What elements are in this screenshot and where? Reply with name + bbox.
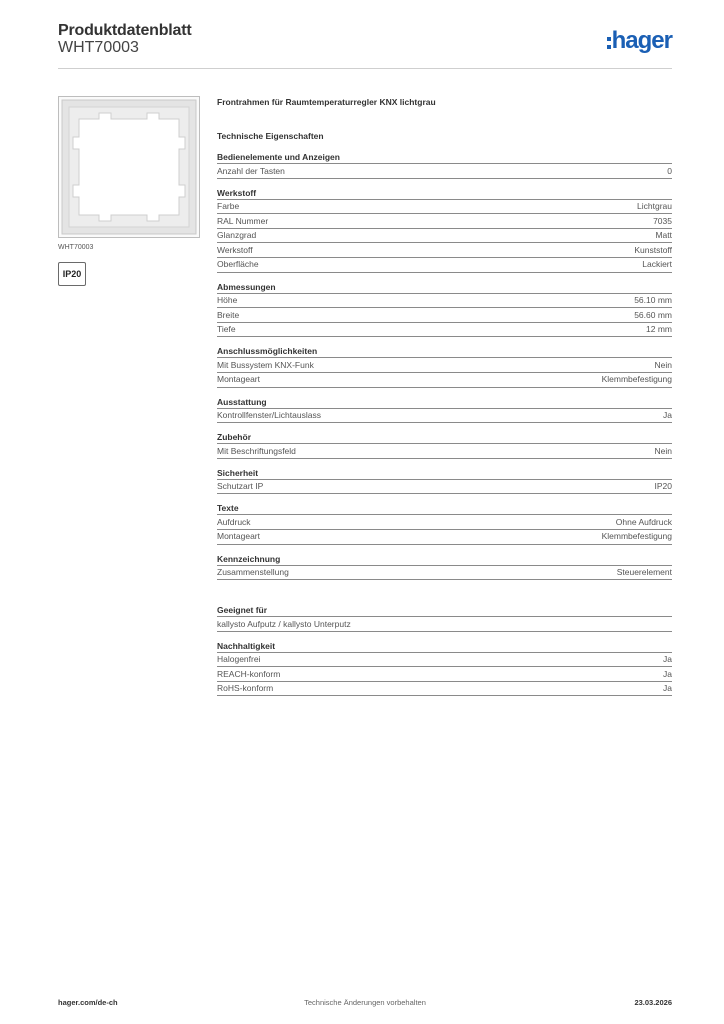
footer-date: 23.03.2026 xyxy=(634,998,672,1007)
section-title: Bedienelemente und Anzeigen xyxy=(217,152,340,162)
spec-value: 7035 xyxy=(653,215,672,226)
section-title: Geeignet für xyxy=(217,605,268,616)
spec-value: Kunststoff xyxy=(634,244,672,255)
product-image xyxy=(58,96,200,238)
spec-value: Ja xyxy=(663,410,672,421)
spec-label: Glanzgrad xyxy=(217,230,257,241)
spec-row xyxy=(217,666,672,681)
spec-row xyxy=(217,616,672,632)
section-title: Werkstoff xyxy=(217,187,257,198)
spec-value: Nein xyxy=(654,445,672,456)
spec-row xyxy=(217,213,672,228)
spec-value: 12 mm xyxy=(646,324,672,335)
spec-value: 56.60 mm xyxy=(634,309,672,320)
spec-rows xyxy=(217,616,672,632)
spec-rows xyxy=(217,199,672,273)
section-title: Kennzeichnung xyxy=(217,553,281,564)
spec-row xyxy=(217,163,672,179)
ip-rating-badge: IP20 xyxy=(58,262,86,286)
image-caption: WHT70003 xyxy=(58,244,94,251)
spec-row xyxy=(217,681,672,697)
spec-rows xyxy=(217,408,672,424)
property-sections xyxy=(217,151,672,696)
spec-label: Montageart xyxy=(217,374,260,385)
spec-label: Mit Bussystem KNX-Funk xyxy=(217,359,314,370)
spec-label: Schutzart IP xyxy=(217,481,264,492)
spec-rows xyxy=(217,163,672,179)
spec-section xyxy=(217,345,672,387)
section-title: Sicherheit xyxy=(217,467,259,478)
spec-section xyxy=(217,604,672,632)
spec-section xyxy=(217,467,672,495)
spec-label: Oberfläche xyxy=(217,259,259,270)
product-name: Frontrahmen für Raumtemperaturregler KNX lichtgrau xyxy=(217,97,436,107)
spec-section xyxy=(217,281,672,338)
product-details xyxy=(217,95,672,696)
spec-rows xyxy=(217,443,672,459)
spec-label: REACH-konform xyxy=(217,668,281,679)
spec-rows xyxy=(217,357,672,387)
spec-label: Zusammenstellung xyxy=(217,567,289,577)
spec-label: Aufdruck xyxy=(217,516,251,527)
spec-row xyxy=(217,479,672,495)
spec-row xyxy=(217,443,672,459)
spec-label: Anzahl der Tasten xyxy=(217,165,285,176)
spec-row xyxy=(217,322,672,338)
footer-website: hager.com/de-ch xyxy=(58,998,118,1007)
spec-row xyxy=(217,408,672,424)
spec-row xyxy=(217,565,672,581)
spec-section xyxy=(217,431,672,459)
spec-value: Ja xyxy=(663,683,672,694)
spec-row xyxy=(217,307,672,322)
spec-row xyxy=(217,652,672,667)
spec-section xyxy=(217,187,672,273)
spec-label: Mit Beschriftungsfeld xyxy=(217,445,296,456)
spec-row xyxy=(217,199,672,214)
spec-value: Matt xyxy=(655,230,672,241)
spec-label: kallysto Aufputz / kallysto Unterputz xyxy=(217,618,351,629)
logo-dots-icon xyxy=(607,37,611,49)
spec-label: Farbe xyxy=(217,201,240,212)
spec-value: Klemmbefestigung xyxy=(601,531,672,542)
spec-row xyxy=(217,529,672,545)
spec-value: Lackiert xyxy=(642,259,672,270)
footer-notice: Technische Änderungen vorbehalten xyxy=(304,998,426,1007)
spec-row xyxy=(217,514,672,529)
spec-value: 0 xyxy=(667,165,672,176)
spec-rows xyxy=(217,293,672,338)
section-title: Nachhaltigkeit xyxy=(217,640,276,651)
spec-rows xyxy=(217,479,672,495)
section-title: Texte xyxy=(217,503,239,514)
spec-value: Lichtgrau xyxy=(637,201,672,212)
spec-label: Tiefe xyxy=(217,324,236,335)
spec-rows xyxy=(217,652,672,697)
spec-section xyxy=(217,151,672,179)
spec-value: Ja xyxy=(663,668,672,679)
page-header xyxy=(58,22,672,69)
spec-value: Klemmbefestigung xyxy=(601,374,672,385)
spec-section xyxy=(217,640,672,697)
spec-section xyxy=(217,396,672,424)
spec-row xyxy=(217,242,672,257)
document-title: Produktdatenblatt xyxy=(58,22,192,39)
spec-label: Montageart xyxy=(217,531,260,542)
product-code: WHT70003 xyxy=(58,39,139,56)
section-title: Zubehör xyxy=(217,432,251,443)
section-title: Ausstattung xyxy=(217,396,267,407)
technical-properties-heading: Technische Eigenschaften xyxy=(217,131,324,141)
frame-image-icon xyxy=(59,97,199,237)
hager-logo xyxy=(607,28,672,54)
spec-label: Höhe xyxy=(217,295,238,306)
spec-value: Steuerelement xyxy=(616,567,672,577)
section-title: Abmessungen xyxy=(217,281,276,292)
spec-row xyxy=(217,293,672,308)
spec-label: RAL Nummer xyxy=(217,215,269,226)
spec-value: Nein xyxy=(654,359,672,370)
spec-row xyxy=(217,228,672,243)
spec-label: Breite xyxy=(217,309,240,320)
spec-value: 56.10 mm xyxy=(634,295,672,306)
spec-row xyxy=(217,372,672,388)
spec-label: Halogenfrei xyxy=(217,654,261,665)
spec-section xyxy=(217,553,672,581)
spec-label: Kontrollfenster/Lichtauslass xyxy=(217,410,321,421)
logo-text: hager xyxy=(611,27,672,54)
spec-value: Ohne Aufdruck xyxy=(615,516,672,527)
spec-rows xyxy=(217,514,672,544)
spec-row xyxy=(217,357,672,372)
spec-value: IP20 xyxy=(654,481,672,492)
section-title: Anschlussmöglichkeiten xyxy=(217,346,318,357)
spec-value: Ja xyxy=(663,654,672,665)
spec-rows xyxy=(217,565,672,581)
spec-label: RoHS-konform xyxy=(217,683,274,694)
spec-section xyxy=(217,502,672,544)
spec-row xyxy=(217,257,672,273)
page-footer xyxy=(58,998,672,1010)
spec-label: Werkstoff xyxy=(217,244,253,255)
